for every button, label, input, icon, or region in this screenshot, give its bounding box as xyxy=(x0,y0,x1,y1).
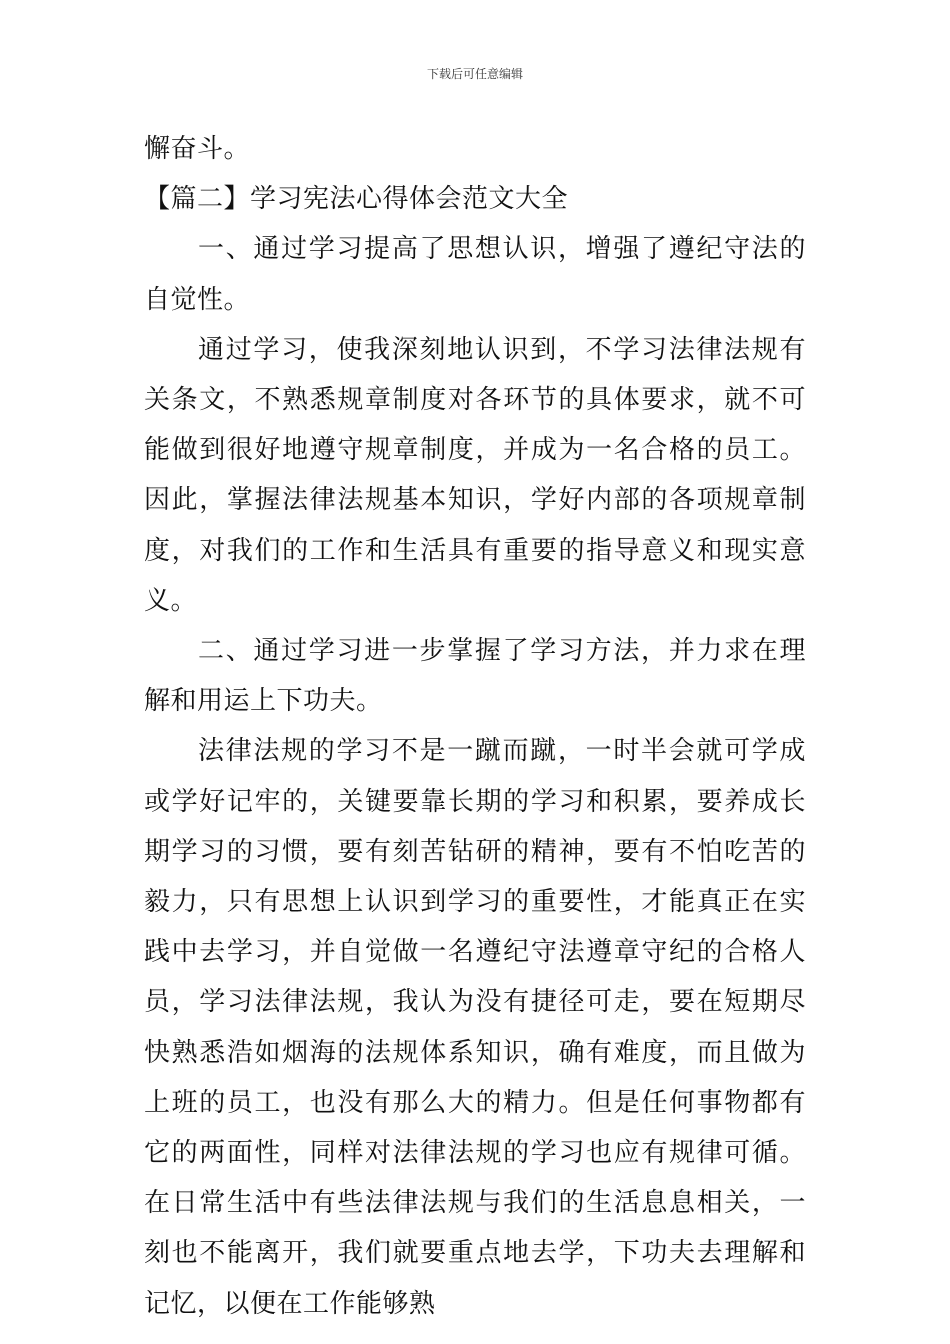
paragraph-point-two: 二、通过学习进一步掌握了学习方法，并力求在理解和用运上下功夫。 xyxy=(144,636,806,717)
page-header: 下载后可任意编辑 xyxy=(426,67,523,81)
paragraph-continuation: 懈奋斗。 xyxy=(144,134,251,164)
document-body xyxy=(144,124,806,1329)
section-heading: 【篇二】学习宪法心得体会范文大全 xyxy=(144,184,569,215)
paragraph-body-two: 法律法规的学习不是一蹴而蹴，一时半会就可学成或学好记牢的，关键要靠长期的学习和积累，要养成长期学习的习惯，要有刻苦钻研的精神，要有不怕吃苦的毅力，只有思想上认识到学习的重要性，才能真正在实践中去学习，并自觉做一名遵纪守法遵章守纪的合格人员，学习法律法规，我认为没有捷径可走，要在短期尽快熟悉浩如烟海的法规体系知识，确有难度，而且做为上班的员工，也没有那么大的精力。但是任何事物都有它的两面性，同样对法律法规的学习也应有规律可循。在日常生活中有些法律法规与我们的生活息息相关，一刻也不能离开，我们就要重点地去学，下功夫去理解和记忆，以便在工作能够熟 xyxy=(144,736,806,1319)
paragraph-body-one: 通过学习，使我深刻地认识到，不学习法律法规有关条文，不熟悉规章制度对各环节的具体要求，就不可能做到很好地遵守规章制度，并成为一名合格的员工。因此，掌握法律法规基本知识，学好内部的各项规章制度，对我们的工作和生活具有重要的指导意义和现实意义。 xyxy=(144,334,806,616)
paragraph-point-one: 一、通过学习提高了思想认识，增强了遵纪守法的自觉性。 xyxy=(144,234,806,315)
